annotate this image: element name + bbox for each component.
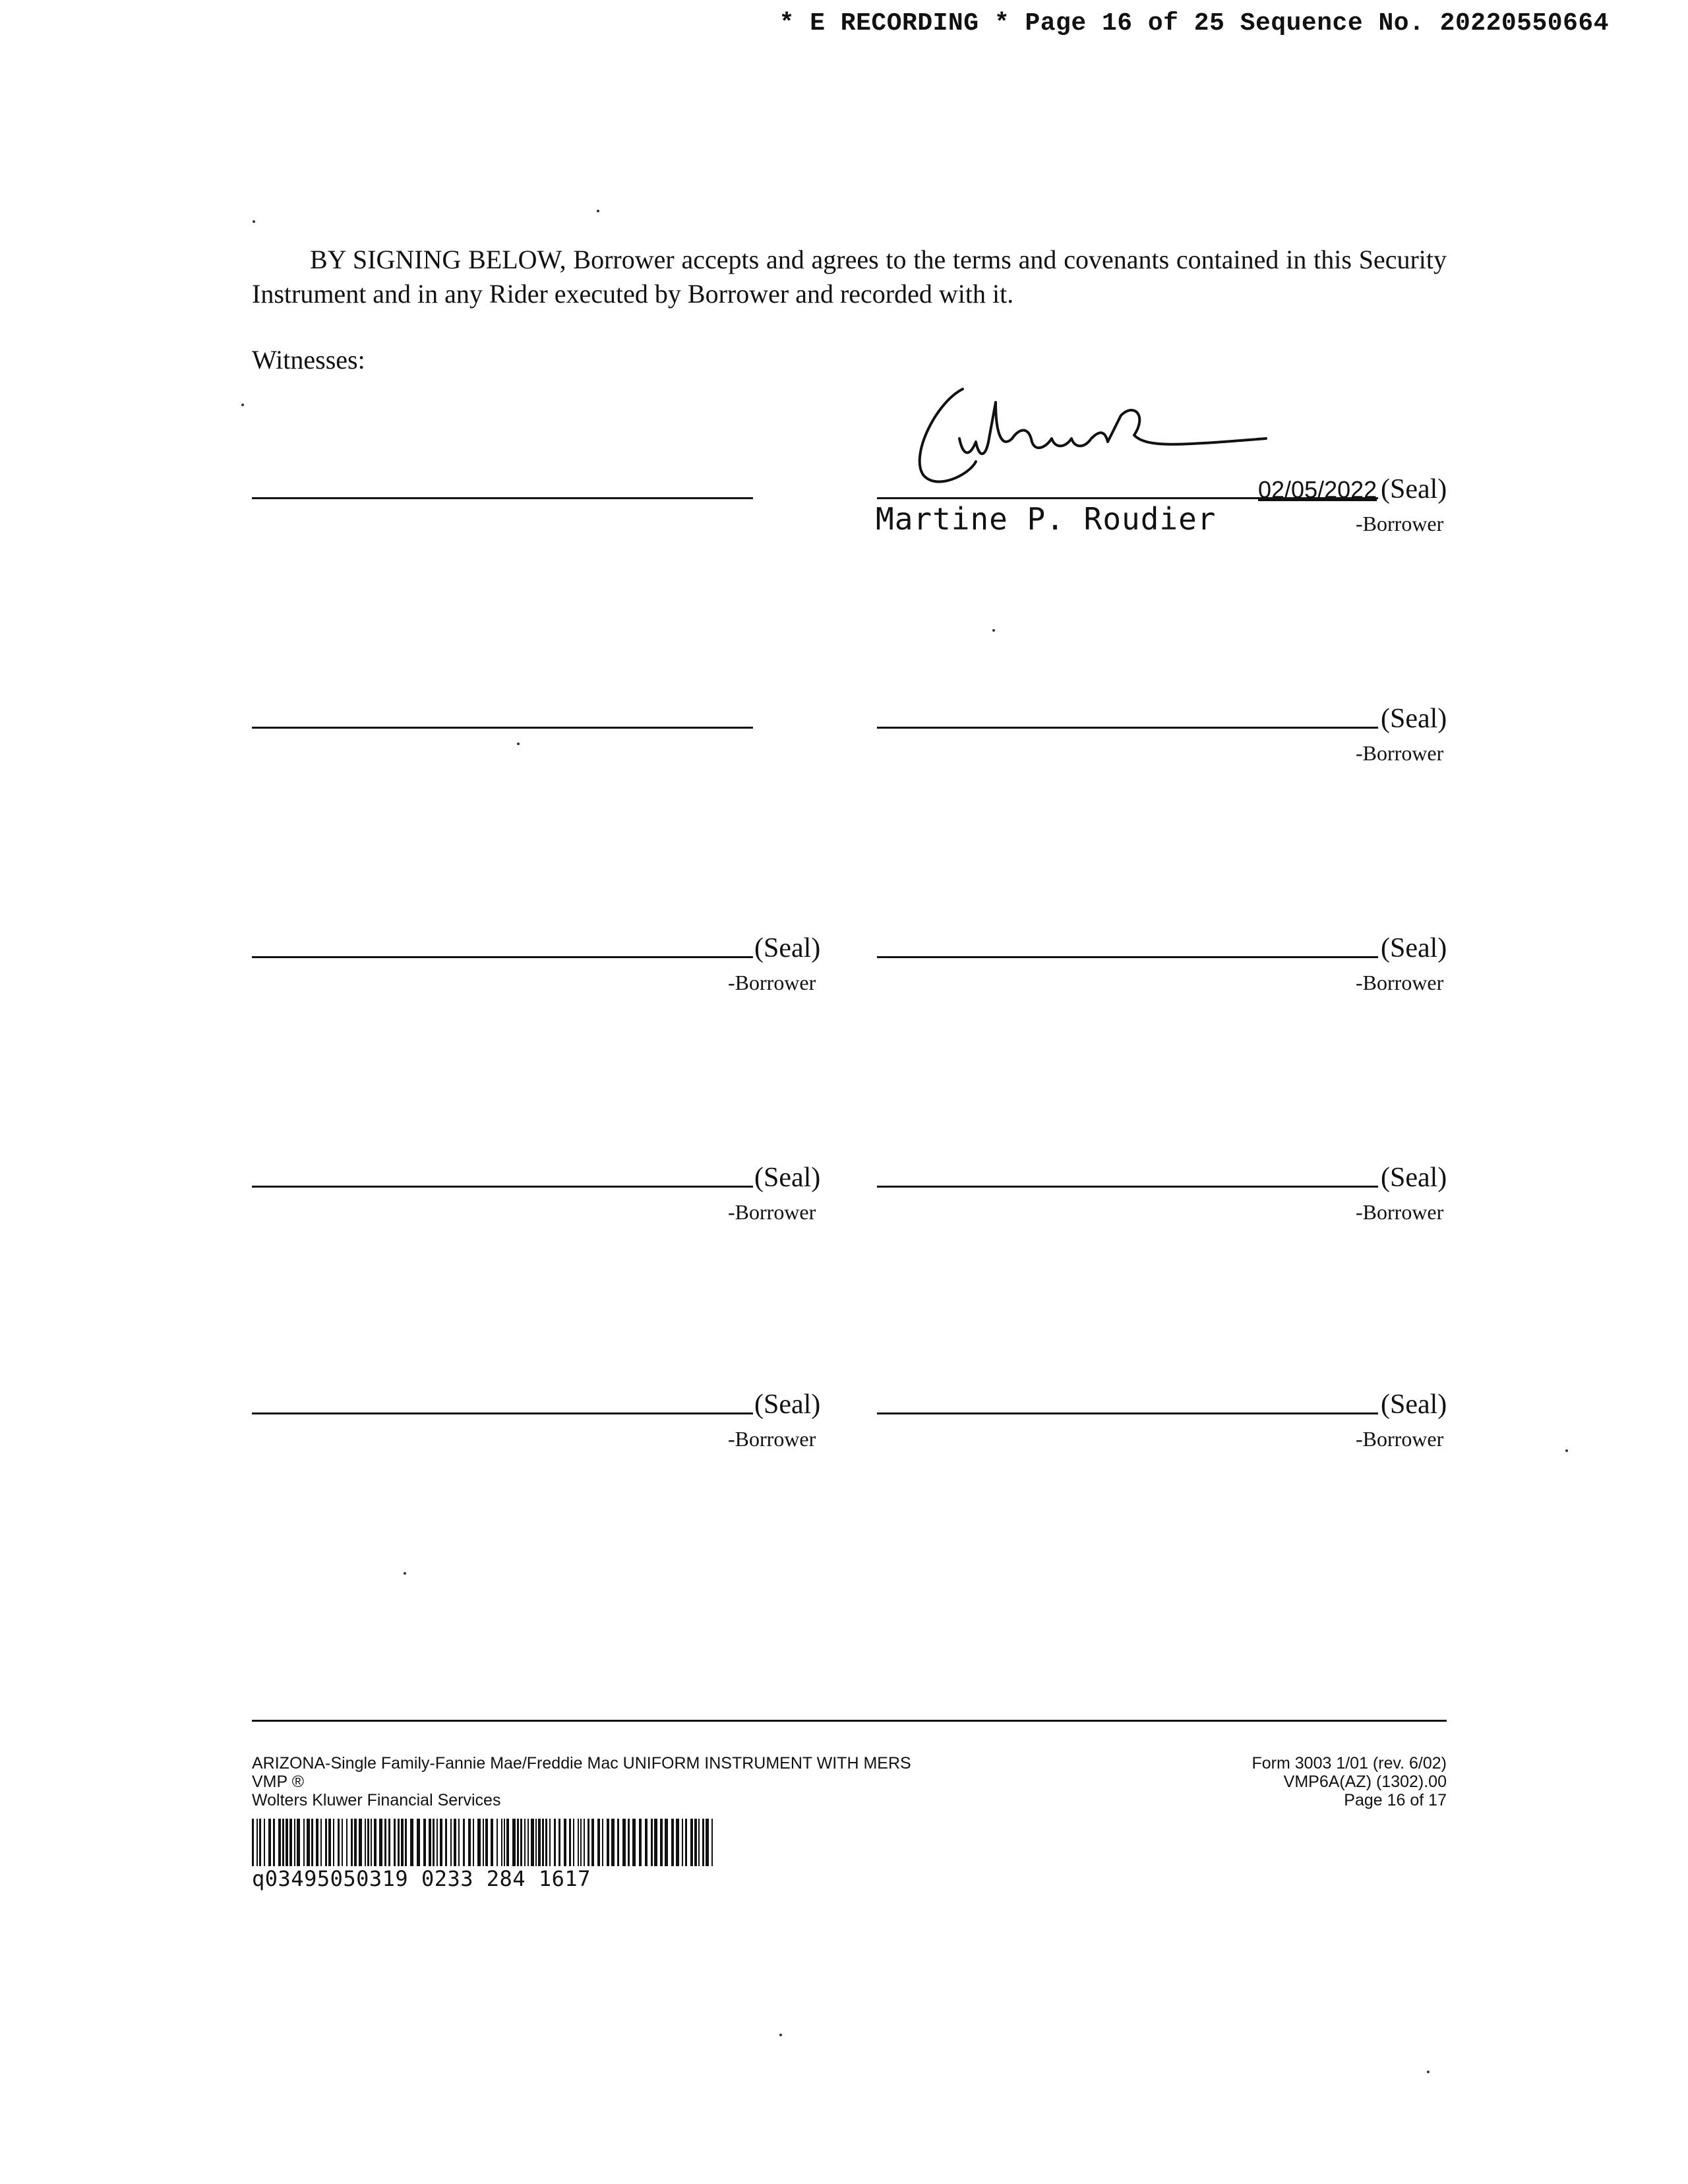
barcode-bar (706, 1819, 709, 1866)
barcode-bar (473, 1819, 474, 1866)
footer-form-info (252, 1754, 911, 1809)
seal-label: (Seal) (754, 1389, 821, 1420)
barcode-bar (338, 1819, 340, 1866)
barcode-bar (405, 1819, 407, 1866)
borrower-signature-line-6 (877, 1186, 1378, 1188)
barcode-bar (651, 1819, 653, 1866)
barcode-bar (384, 1819, 386, 1866)
barcode-bar (278, 1819, 281, 1866)
barcode-bar (506, 1819, 509, 1866)
barcode-bar (549, 1819, 551, 1866)
scan-speck (253, 220, 255, 223)
barcode-bar (286, 1819, 288, 1866)
footer-publisher: Wolters Kluwer Financial Services (252, 1791, 501, 1809)
barcode-bar (289, 1819, 292, 1866)
scan-speck (779, 2034, 782, 2036)
barcode-bar (578, 1819, 579, 1866)
barcode-bar (531, 1819, 534, 1866)
barcode-bar (504, 1819, 505, 1866)
seal-label: (Seal) (754, 1163, 821, 1193)
barcode-bar (477, 1819, 481, 1866)
barcode-bar (497, 1819, 498, 1866)
barcode-bar (325, 1819, 327, 1866)
borrower-printed-name: Martine P. Roudier (876, 501, 1217, 537)
barcode-bar (417, 1819, 420, 1866)
borrower-label: -Borrower (728, 1200, 816, 1224)
barcode-bar (628, 1819, 630, 1866)
barcode-bar (307, 1819, 310, 1866)
witness-line-2 (252, 727, 753, 729)
barcode (252, 1819, 719, 1866)
barcode-bar (410, 1819, 413, 1866)
barcode-bar (423, 1819, 426, 1866)
barcode-bar (564, 1819, 566, 1866)
barcode-bar (588, 1819, 589, 1866)
barcode-bar (294, 1819, 295, 1866)
borrower-label: -Borrower (1356, 741, 1444, 765)
footer-vmp: VMP ® (252, 1773, 305, 1791)
barcode-bar (282, 1819, 284, 1866)
barcode-bar (264, 1819, 265, 1866)
borrower-signature-line-3 (252, 956, 753, 958)
barcode-bar (483, 1819, 484, 1866)
barcode-bar (359, 1819, 362, 1866)
barcode-bar (545, 1819, 547, 1866)
barcode-bar (297, 1819, 300, 1866)
barcode-bar (694, 1819, 697, 1866)
scan-speck (517, 743, 520, 745)
barcode-bar (512, 1819, 516, 1866)
barcode-bar (711, 1819, 713, 1866)
barcode-bar (622, 1819, 626, 1866)
barcode-number: q03495050319 0233 284 1617 (252, 1866, 591, 1891)
seal-label: (Seal) (1381, 474, 1447, 504)
barcode-bar (454, 1819, 456, 1866)
barcode-bar (702, 1819, 704, 1866)
barcode-bar (676, 1819, 679, 1866)
borrower-signature-line-7 (252, 1412, 753, 1414)
barcode-bar (524, 1819, 526, 1866)
borrower-label: -Borrower (728, 971, 816, 994)
seal-label: (Seal) (1381, 1163, 1447, 1193)
borrower-label: -Borrower (728, 1427, 816, 1451)
scan-speck (597, 210, 599, 212)
barcode-bar (554, 1819, 556, 1866)
barcode-bar (374, 1819, 377, 1866)
barcode-bar (607, 1819, 609, 1866)
scan-speck (1565, 1449, 1568, 1452)
barcode-bar (450, 1819, 452, 1866)
barcode-bar (388, 1819, 390, 1866)
barcode-bar (252, 1819, 254, 1866)
barcode-bar (311, 1819, 313, 1866)
borrower-signature-line-4 (877, 956, 1378, 958)
footer-vmp-code: VMP6A(AZ) (1302).00 (1283, 1773, 1447, 1791)
footer-page-number: Page 16 of 17 (1344, 1791, 1447, 1809)
signing-paragraph: BY SIGNING BELOW, Borrower accepts and agrees to the terms and covenants contained in this Security Instrument and in any Rider executed by Borrower and recorded with it. (252, 245, 1447, 309)
barcode-bar (445, 1819, 447, 1866)
footer-instrument-title: ARIZONA-Single Family-Fannie Mae/Freddie Mac UNIFORM INSTRUMENT WITH MERS (252, 1754, 911, 1773)
borrower-signature-line-5 (252, 1186, 753, 1188)
scan-speck (241, 404, 244, 406)
barcode-bar (682, 1819, 683, 1866)
barcode-bar (535, 1819, 537, 1866)
borrower-signature-line-8 (877, 1412, 1378, 1414)
barcode-bar (365, 1819, 366, 1866)
barcode-bar (433, 1819, 435, 1866)
barcode-bar (316, 1819, 318, 1866)
barcode-bar (259, 1819, 261, 1866)
barcode-bar (558, 1819, 560, 1866)
borrower-label: -Borrower (1356, 1200, 1444, 1224)
barcode-bar (602, 1819, 603, 1866)
barcode-bar (591, 1819, 594, 1866)
barcode-bar (501, 1819, 502, 1866)
barcode-bar (437, 1819, 438, 1866)
witness-line-1 (252, 497, 753, 499)
barcode-bar (660, 1819, 663, 1866)
barcode-bar (538, 1819, 541, 1866)
barcode-bar (354, 1819, 357, 1866)
barcode-bar (617, 1819, 619, 1866)
barcode-bar (580, 1819, 582, 1866)
barcode-bar (320, 1819, 322, 1866)
barcode-bar (458, 1819, 460, 1866)
barcode-bar (256, 1819, 258, 1866)
borrower-label: -Borrower (1356, 1427, 1444, 1451)
barcode-bar (491, 1819, 493, 1866)
signature-date: 02/05/2022 (1258, 476, 1377, 503)
barcode-bar (485, 1819, 488, 1866)
barcode-bar (333, 1819, 334, 1866)
barcode-bar (463, 1819, 465, 1866)
barcode-bar (342, 1819, 343, 1866)
barcode-bar (639, 1819, 642, 1866)
barcode-bar (645, 1819, 648, 1866)
barcode-bar (394, 1819, 396, 1866)
barcode-bar (665, 1819, 668, 1866)
barcode-bar (654, 1819, 657, 1866)
barcode-bar (597, 1819, 600, 1866)
barcode-bar (268, 1819, 271, 1866)
barcode-bar (346, 1819, 347, 1866)
witnesses-label: Witnesses: (252, 345, 365, 375)
seal-label: (Seal) (1381, 933, 1447, 963)
barcode-bar (528, 1819, 529, 1866)
seal-label: (Seal) (754, 933, 821, 963)
barcode-bar (569, 1819, 571, 1866)
barcode-bar (542, 1819, 544, 1866)
borrower-label: -Borrower (1356, 512, 1444, 535)
barcode-bar (698, 1819, 700, 1866)
barcode-bar (573, 1819, 574, 1866)
barcode-bar (367, 1819, 369, 1866)
barcode-bar (468, 1819, 471, 1866)
barcode-bar (401, 1819, 404, 1866)
barcode-bar (690, 1819, 693, 1866)
barcode-bar (685, 1819, 687, 1866)
barcode-bar (328, 1819, 331, 1866)
footer-form-numbers (1251, 1754, 1447, 1809)
barcode-bar (303, 1819, 305, 1866)
barcode-bar (440, 1819, 442, 1866)
barcode-bar (273, 1819, 275, 1866)
borrower-signature-line-2 (877, 727, 1378, 729)
barcode-bar (632, 1819, 636, 1866)
borrower-signature (897, 376, 1292, 508)
barcode-bar (671, 1819, 674, 1866)
scan-speck (404, 1572, 406, 1575)
barcode-bar (379, 1819, 382, 1866)
barcode-bar (398, 1819, 400, 1866)
barcode-bar (611, 1819, 615, 1866)
seal-label: (Seal) (1381, 704, 1447, 734)
barcode-bar (429, 1819, 431, 1866)
scan-speck (1427, 2071, 1430, 2073)
footer-form-number: Form 3003 1/01 (rev. 6/02) (1251, 1754, 1447, 1773)
recording-header: * E RECORDING * Page 16 of 25 Sequence No. 20220550664 (779, 9, 1609, 38)
barcode-bar (351, 1819, 353, 1866)
seal-label: (Seal) (1381, 1389, 1447, 1420)
barcode-bar (584, 1819, 585, 1866)
barcode-bar (517, 1819, 519, 1866)
barcode-bar (520, 1819, 522, 1866)
borrower-label: -Borrower (1356, 971, 1444, 994)
scan-speck (992, 629, 995, 632)
footer-rule (252, 1720, 1447, 1722)
barcode-bar (371, 1819, 372, 1866)
